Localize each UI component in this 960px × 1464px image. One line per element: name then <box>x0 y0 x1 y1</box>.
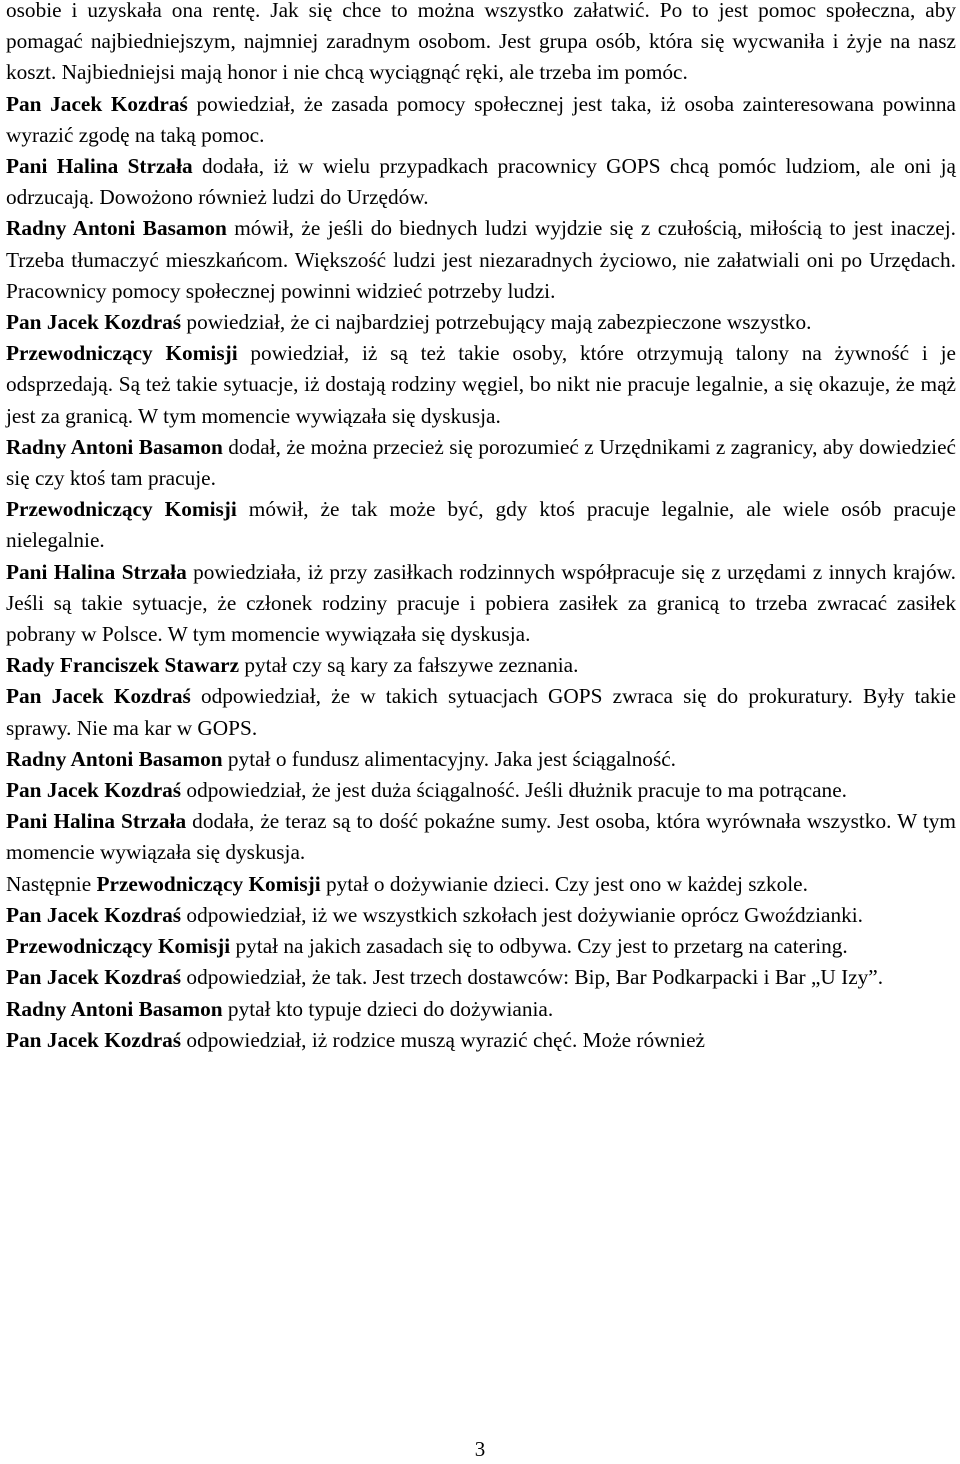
paragraph-text: odpowiedział, iż we wszystkich szkołach jest dożywianie oprócz Gwoździanki. <box>181 902 863 927</box>
speaker-name: Radny Antoni Basamon <box>6 434 223 459</box>
paragraph <box>6 806 956 868</box>
paragraph <box>6 744 956 775</box>
speaker-name: Pan Jacek Kozdraś <box>6 778 182 803</box>
paragraph-text: pytał na jakich zasadach się to odbywa. Czy jest to przetarg na catering. <box>230 934 848 959</box>
speaker-name: Pan Jacek Kozdraś <box>6 91 188 116</box>
paragraph-prefix: Następnie <box>6 871 97 896</box>
speaker-name: Pani Halina Strzała <box>6 559 187 584</box>
paragraph-text: powiedział, iż są też takie osoby, które otrzymują talony na żywność i je odsprzedają. Są też takie sytuacje, iż dostają rodziny węgiel, bo nikt nie pracuje legalnie, a się okazuje, że mąż jest za granicą. W tym momencie wywiązała się dyskusja. <box>6 341 956 428</box>
paragraph-text: odpowiedział, że jest duża ściągalność. Jeśli dłużnik pracuje to ma potrącane. <box>181 778 847 803</box>
speaker-name: Pan Jacek Kozdraś <box>6 684 191 709</box>
paragraph <box>6 557 956 651</box>
paragraph-text: powiedział, że ci najbardziej potrzebujący mają zabezpieczone wszystko. <box>181 310 812 335</box>
paragraph <box>6 307 956 338</box>
paragraph <box>6 338 956 432</box>
paragraph-text: dodała, iż w wielu przypadkach pracownicy GOPS chcą pomóc ludziom, ale oni ją odrzucają. Dowożono również ludzi do Urzędów. <box>6 154 956 210</box>
paragraph <box>6 0 956 89</box>
paragraph-text: pytał czy są kary za fałszywe zeznania. <box>239 653 579 678</box>
paragraph-text: mówił, że jeśli do biednych ludzi wyjdzie się z czułością, miłością to jest inaczej. Trzeba tłumaczyć mieszkańcom. Większość ludzi jest niezaradnych życiowo, nie załatwiali oni po Urzędach. Pracownicy pomocy społecznej powinni widzieć potrzeby ludzi. <box>6 216 956 303</box>
speaker-name: Radny Antoni Basamon <box>6 746 223 771</box>
paragraph <box>6 775 956 806</box>
paragraph <box>6 151 956 213</box>
paragraph <box>6 494 956 556</box>
document-body <box>6 0 956 1056</box>
paragraph-text: pytał o fundusz alimentacyjny. Jaka jest ściągalność. <box>222 746 677 771</box>
paragraph-text: powiedział, że zasada pomocy społecznej jest taka, iż osoba zainteresowana powinna wyrazić zgodę na taką pomoc. <box>6 91 956 147</box>
paragraph-text: dodał, że można przecież się porozumieć z Urzędnikami z zagranicy, aby dowiedzieć się czy ktoś tam pracuje. <box>6 434 957 491</box>
speaker-name: Rady Franciszek Stawarz <box>6 653 240 678</box>
paragraph <box>6 1025 956 1056</box>
speaker-name: Pani Halina Strzała <box>6 154 193 179</box>
speaker-name: Radny Antoni Basamon <box>6 996 223 1021</box>
paragraph-text: pytał o dożywianie dzieci. Czy jest ono w każdej szkole. <box>320 871 808 896</box>
paragraph <box>6 962 956 993</box>
speaker-name: Pan Jacek Kozdraś <box>6 310 182 335</box>
speaker-name: Pan Jacek Kozdraś <box>6 1027 182 1052</box>
page-number: 3 <box>474 1437 486 1461</box>
paragraph <box>6 869 956 900</box>
paragraph-text: osobie i uzyskała ona rentę. Jak się chce to można wszystko załatwić. Po to jest pomoc społeczna, aby pomagać najbiedniejszym, najmniej zaradnym osobom. Jest grupa osób, która się wycwaniła i żyje na nasz koszt. Najbiedniejsi mają honor i nie chcą wyciągnąć ręki, ale trzeba im pomóc. <box>6 0 956 85</box>
paragraph-text: odpowiedział, iż rodzice muszą wyrazić chęć. Może również <box>181 1027 706 1052</box>
paragraph-text: dodała, że teraz są to dość pokaźne sumy. Jest osoba, która wyrównała wszystko. W tym momencie wywiązała się dyskusja. <box>6 809 956 865</box>
speaker-name: Pani Halina Strzała <box>6 809 187 834</box>
paragraph-text: mówił, że tak może być, gdy ktoś pracuje legalnie, ale wiele osób pracuje nielegalnie. <box>6 497 956 553</box>
paragraph <box>6 89 956 151</box>
paragraph <box>6 213 956 307</box>
speaker-name: Przewodniczący Komisji <box>6 497 237 522</box>
paragraph <box>6 432 956 494</box>
paragraph-text: odpowiedział, że w takich sytuacjach GOPS zwraca się do prokuratury. Były takie sprawy. Nie ma kar w GOPS. <box>6 684 956 740</box>
paragraph-text: odpowiedział, że tak. Jest trzech dostawców: Bip, Bar Podkarpacki i Bar „U Izy”. <box>181 965 884 990</box>
paragraph <box>6 931 956 962</box>
paragraph-text: powiedziała, iż przy zasiłkach rodzinnych współpracuje się z urzędami z innych krajów. Jeśli są takie sytuacje, że członek rodziny pracuje i pobiera zasiłek za granicą to trzeba zwracać zasiłek pobrany w Polsce. W tym momencie wywiązała się dyskusja. <box>6 559 956 647</box>
speaker-name: Pan Jacek Kozdraś <box>6 902 182 927</box>
speaker-name: Przewodniczący Komisji <box>96 871 321 896</box>
paragraph <box>6 650 956 681</box>
paragraph-text: pytał kto typuje dzieci do dożywiania. <box>222 996 554 1021</box>
paragraph <box>6 681 956 743</box>
speaker-name: Przewodniczący Komisji <box>6 934 231 959</box>
speaker-name: Przewodniczący Komisji <box>6 341 238 366</box>
speaker-name: Pan Jacek Kozdraś <box>6 965 182 990</box>
paragraph <box>6 994 956 1025</box>
paragraph <box>6 900 956 931</box>
speaker-name: Radny Antoni Basamon <box>6 216 227 241</box>
